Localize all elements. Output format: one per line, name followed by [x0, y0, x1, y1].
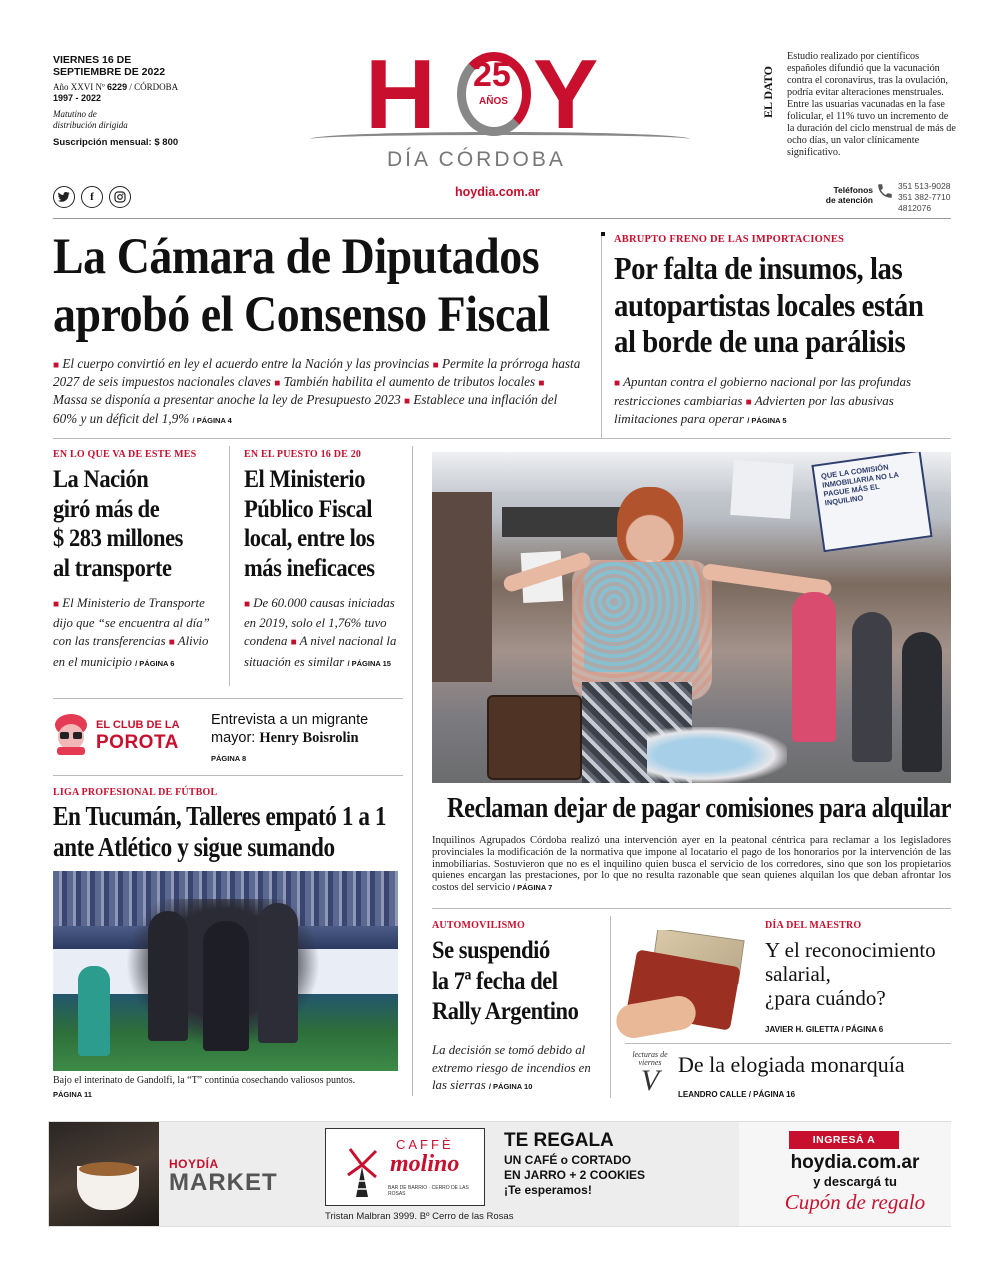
teacher-kicker: DÍA DEL MAESTRO — [765, 920, 862, 931]
bystander-1 — [792, 592, 836, 742]
cafe-logo-box — [325, 1128, 485, 1206]
ad-coupon: Cupón de regalo — [784, 1190, 926, 1214]
logo-y: Y — [533, 39, 599, 149]
porota-divider-bottom — [53, 775, 403, 776]
twitter-icon[interactable] — [53, 186, 75, 208]
gift-lines: UN CAFÉ o CORTADO EN JARRO + 2 COOKIES ¡Te esperamos! — [504, 1153, 646, 1197]
phone-icon — [876, 182, 894, 205]
transport-bullets: ■ El Ministerio de Transporte dijo que “se encuentra al día” con las transferencias ■ Alivio en el municipio / PÁGINA 6 — [53, 596, 210, 669]
bystander-3 — [902, 632, 942, 772]
rally-body: La decisión se tomó debido al extremo riesgo de incendios en las sierras / PÁGINA 10 — [432, 1043, 591, 1092]
masthead-divider — [53, 218, 951, 219]
wallet-illustration — [616, 930, 746, 1040]
football-caption: Bajo el interinato de Gandolfi, la “T” continúa cosechando valiosos puntos. — [53, 1075, 356, 1086]
rally-headline[interactable]: Se suspendió la 7ª fecha del Rally Argentino — [432, 937, 579, 1025]
porota-divider-top — [53, 698, 403, 699]
football-kicker: LIGA PROFESIONAL DE FÚTBOL — [53, 787, 218, 798]
subscription: Suscripción mensual: $ 800 — [53, 137, 179, 148]
keeper — [78, 966, 110, 1056]
protest-sign: QUE LA COMISIÓN INMOBILIARIA NO LA PAGUE MÁS EL INQUILINO — [811, 452, 932, 552]
ad-banner[interactable] — [48, 1121, 951, 1227]
left-stall — [432, 492, 492, 682]
lower-divider — [432, 908, 951, 909]
import-kicker: ABRUPTO FRENO DE LAS IMPORTACIONES — [614, 234, 845, 245]
main-divider — [53, 438, 951, 439]
porota-logo-text1: EL CLUB DE LA — [96, 719, 180, 731]
paper-sign-2 — [730, 460, 794, 519]
logo-anos: AÑOS — [479, 96, 508, 107]
logo-25: 25 — [473, 56, 511, 94]
ministry-bullets: ■ De 60.000 causas iniciadas en 2019, solo el 1,76% tuvo condena ■ A nivel nacional la situación es similar / PÁGINA 15 — [244, 596, 397, 669]
cafe-tagline: BAR DE BARRIO · CERRO DE LAS ROSAS — [388, 1185, 469, 1197]
teacher-byline: JAVIER H. GILETTA / PÁGINA 6 — [765, 1025, 884, 1034]
porota-logo[interactable] — [53, 713, 203, 759]
protester-shawl — [572, 560, 712, 700]
football-photo[interactable] — [53, 871, 398, 1071]
gift-title: TE REGALA — [504, 1130, 614, 1151]
facebook-icon[interactable]: f — [81, 186, 103, 208]
viernes-letter: V — [640, 1064, 660, 1097]
ministry-kicker: EN EL PUESTO 16 DE 20 — [244, 449, 362, 460]
player-1 — [148, 911, 188, 1041]
football-headline[interactable]: En Tucumán, Talleres empató 1 a 1 ante Atlético y sigue sumando — [53, 801, 387, 862]
ad-site[interactable]: hoydia.com.ar — [790, 1152, 920, 1173]
suitcase — [487, 695, 582, 780]
ministry-headline[interactable]: El Ministerio Público Fiscal local, entre los más ineficaces — [244, 466, 375, 582]
monarchy-byline: LEANDRO CALLE / PÁGINA 16 — [678, 1090, 796, 1099]
main-headline[interactable]: La Cámara de Diputados aprobó el Consenso Fiscal — [53, 229, 550, 343]
cafe-address: Tristan Malbran 3999. Bº Cerro de las Rosas — [325, 1211, 514, 1222]
porota-text[interactable]: Entrevista a un migrante mayor: Henry Boisrolin — [211, 712, 369, 746]
import-bullets: ■ Apuntan contra el gobierno nacional por las profundas restricciones cambiarias ■ Advierten por las abusivas limitaciones para operar / PÁGINA 5 — [614, 374, 912, 426]
main-bullets: ■ El cuerpo convirtió en ley el acuerdo entre la Nación y las provincias ■ Permite la prórroga hasta 2027 de seis impuestos nacionales claves ■ También habilita el aumento de tributos locales ■ Massa se disponía a presentar anoche la ley de Presupuesto 2023 ■ Establece una inflación del 60% y un déficit del 1,9% / PÁGINA 4 — [53, 356, 581, 426]
monarchy-headline[interactable]: De la elogiada monarquía — [678, 1052, 905, 1077]
teacher-divider — [625, 1043, 951, 1044]
market-brand: HOYDÍA MARKET — [169, 1157, 278, 1196]
masthead-left — [53, 54, 253, 148]
logo-h: H — [365, 39, 434, 149]
viernes-tag: lecturas de viernes V — [630, 1051, 670, 1095]
windmill-icon — [342, 1139, 382, 1204]
phone-label: Teléfonos de atención — [825, 185, 873, 205]
dato-text: Estudio realizado por científicos españoles difundió que la vacunación contra el coronavirus, tras la ovulación, podría evitar alteraciones menstruales. Entre las usuarias vacunadas en la fase folicular, el 11% tuvo un incremento de la duración del ciclo menstrual de más de ocho días, un valor clínicamente significativo. — [787, 51, 956, 158]
player-2 — [203, 921, 249, 1051]
phone-numbers: 351 513-9028 351 382-7710 4812076 — [898, 181, 951, 213]
player-3 — [258, 903, 298, 1043]
cta-button[interactable]: INGRESÁ A — [789, 1131, 899, 1149]
col-divider-top — [601, 232, 602, 438]
ad-download: y descargá tu — [813, 1174, 897, 1189]
years: 1997 - 2022 — [53, 93, 102, 103]
porota-avatar-icon — [53, 713, 89, 755]
cafe-name-top: CAFFÈ — [396, 1137, 454, 1152]
issue-line: Año XXVI Nº 6229 / CÓRDOBA — [53, 82, 179, 92]
col-divider-right — [610, 916, 611, 1098]
porota-logo-text2: POROTA — [96, 732, 179, 753]
masthead-subtitle: DÍA CÓRDOBA — [387, 148, 566, 171]
col-divider-left — [412, 446, 413, 1096]
rental-body: Inquilinos Agrupados Córdoba realizó una intervención ayer en la peatonal céntrica para reclamar a los legisladores provinciales la modificación de la normativa que impone al locatario el pago de los honorarios por la intervención de las inmobiliarias. Sostuvieron que no es el inquilino quien busca el servicio de los corredores, sino que son los propietarios quienes encargan las prestaciones, por lo que no resulta razonable que sean quienes alquilan los que deban afrontar los costos del servicio / PÁGINA 7 — [432, 835, 951, 894]
dato-label: EL DATO — [761, 66, 775, 118]
coffee-surface — [79, 1162, 137, 1176]
distribution: Matutino de distribución dirigida — [53, 109, 128, 130]
coffee-photo — [49, 1122, 159, 1226]
import-headline[interactable]: Por falta de insumos, las autopartistas locales están al borde de una parálisis — [614, 250, 924, 359]
col-divider-mid — [229, 446, 230, 686]
protester-head — [617, 487, 683, 567]
website[interactable]: hoydia.com.ar — [455, 185, 540, 199]
date-line: VIERNES 16 DE SEPTIEMBRE DE 2022 — [53, 54, 166, 78]
clothes-pile — [647, 727, 787, 783]
teacher-headline[interactable]: Y el reconocimiento salarial, ¿para cuándo? — [765, 938, 936, 1010]
import-kicker-mark — [601, 232, 605, 236]
hoy-logo[interactable] — [365, 39, 625, 149]
football-page: PÁGINA 11 — [53, 1090, 92, 1099]
transport-kicker: EN LO QUE VA DE ESTE MES — [53, 449, 197, 460]
porota-page: PÁGINA 8 — [211, 754, 247, 763]
cafe-name: molino — [390, 1151, 460, 1177]
rental-protest-photo[interactable] — [432, 452, 951, 783]
instagram-icon[interactable] — [109, 186, 131, 208]
rally-kicker: AUTOMOVILISMO — [432, 920, 525, 931]
logo-swoosh — [310, 132, 690, 146]
bystander-2 — [852, 612, 892, 762]
transport-headline[interactable]: La Nación giró más de $ 283 millones al transporte — [53, 466, 183, 582]
rental-headline[interactable]: Reclaman dejar de pagar comisiones para alquilar — [447, 792, 952, 824]
